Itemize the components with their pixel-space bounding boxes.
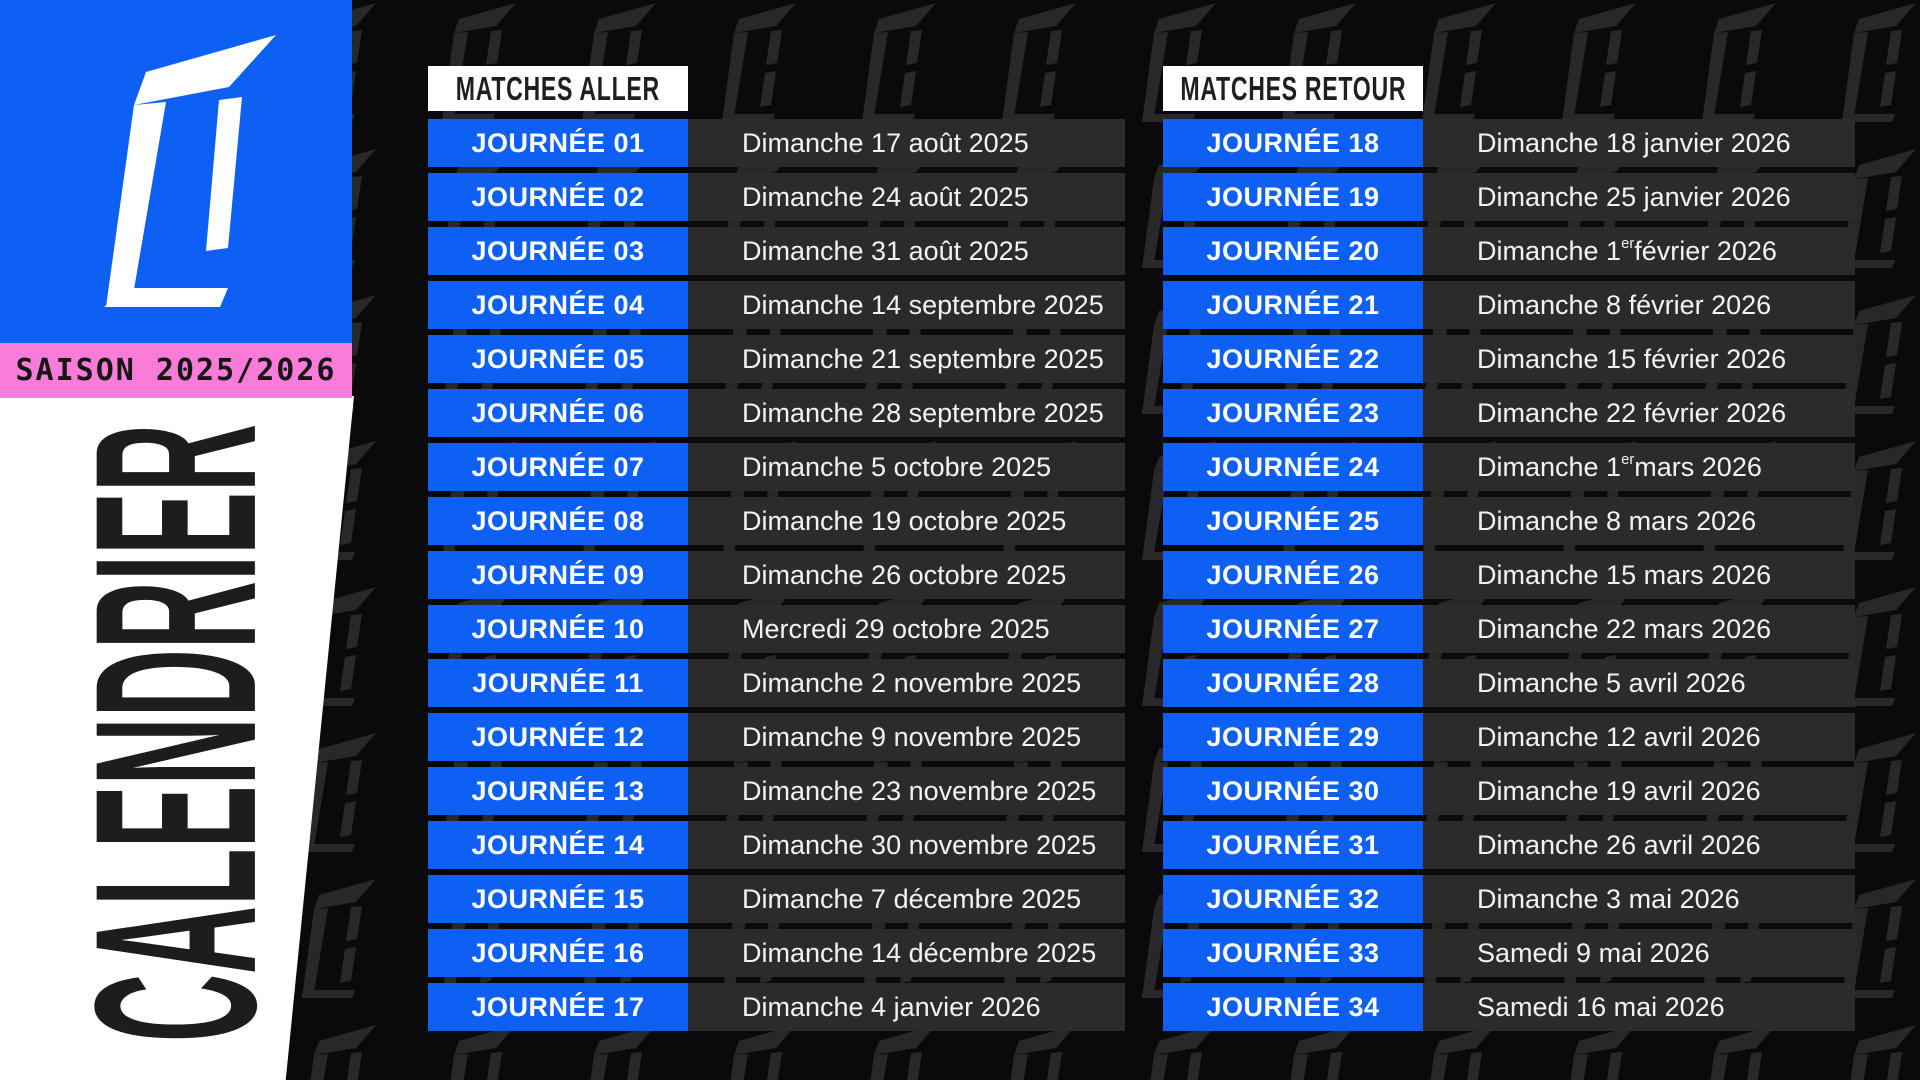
matchday-date: Dimanche 26 octobre 2025 <box>688 551 1125 599</box>
matchday-label: JOURNÉE 19 <box>1163 173 1423 221</box>
matchday-label: JOURNÉE 21 <box>1163 281 1423 329</box>
matchday-row <box>428 875 1125 923</box>
matchday-date: Dimanche 4 janvier 2026 <box>688 983 1125 1031</box>
matchday-date: Dimanche 19 avril 2026 <box>1423 767 1855 815</box>
matchday-label: JOURNÉE 18 <box>1163 119 1423 167</box>
matchday-row <box>428 713 1125 761</box>
matchday-label: JOURNÉE 12 <box>428 713 688 761</box>
matches-retour-rows <box>1163 119 1855 1031</box>
matchday-row <box>428 389 1125 437</box>
matchday-date: Dimanche 5 octobre 2025 <box>688 443 1125 491</box>
matchday-label: JOURNÉE 07 <box>428 443 688 491</box>
matchday-label: JOURNÉE 34 <box>1163 983 1423 1031</box>
matches-retour-header-label: MATCHES RETOUR <box>1180 69 1406 107</box>
matchday-row <box>1163 227 1855 275</box>
matchday-label: JOURNÉE 24 <box>1163 443 1423 491</box>
matchday-row <box>428 929 1125 977</box>
matchday-label: JOURNÉE 01 <box>428 119 688 167</box>
matchday-date: Dimanche 24 août 2025 <box>688 173 1125 221</box>
matchday-row <box>1163 983 1855 1031</box>
matchday-label: JOURNÉE 17 <box>428 983 688 1031</box>
matchday-row <box>1163 713 1855 761</box>
matchday-label: JOURNÉE 30 <box>1163 767 1423 815</box>
matchday-label: JOURNÉE 15 <box>428 875 688 923</box>
matchday-label: JOURNÉE 08 <box>428 497 688 545</box>
matchday-row <box>1163 281 1855 329</box>
matchday-row <box>428 281 1125 329</box>
matchday-label: JOURNÉE 03 <box>428 227 688 275</box>
matchday-date: Samedi 16 mai 2026 <box>1423 983 1855 1031</box>
matchday-date: Dimanche 2 novembre 2025 <box>688 659 1125 707</box>
matchday-label: JOURNÉE 22 <box>1163 335 1423 383</box>
matchday-date: Dimanche 14 septembre 2025 <box>688 281 1125 329</box>
matches-aller-header-label: MATCHES ALLER <box>455 69 661 107</box>
matchday-row <box>428 497 1125 545</box>
matchday-date: Dimanche 19 octobre 2025 <box>688 497 1125 545</box>
matchday-date: Dimanche 8 mars 2026 <box>1423 497 1855 545</box>
matchday-label: JOURNÉE 04 <box>428 281 688 329</box>
matchday-row <box>1163 767 1855 815</box>
matchday-date: Dimanche 12 avril 2026 <box>1423 713 1855 761</box>
matchday-label: JOURNÉE 06 <box>428 389 688 437</box>
matchday-row <box>1163 389 1855 437</box>
matchday-label: JOURNÉE 23 <box>1163 389 1423 437</box>
matches-aller-header <box>428 66 688 111</box>
matchday-label: JOURNÉE 10 <box>428 605 688 653</box>
season-label: SAISON 2025/2026 <box>15 353 337 388</box>
matchday-date: Dimanche 1 $^{er}$ mars 2026 <box>1423 443 1855 491</box>
matchday-row <box>1163 875 1855 923</box>
matchday-date: Dimanche 23 novembre 2025 <box>688 767 1125 815</box>
matchday-row <box>1163 929 1855 977</box>
matchday-row <box>428 767 1125 815</box>
matchday-date: Dimanche 22 mars 2026 <box>1423 605 1855 653</box>
matchday-row <box>428 119 1125 167</box>
matchday-label: JOURNÉE 27 <box>1163 605 1423 653</box>
ligue1-logo-icon <box>16 2 336 342</box>
matchday-date: Dimanche 25 janvier 2026 <box>1423 173 1855 221</box>
matchday-date: Dimanche 3 mai 2026 <box>1423 875 1855 923</box>
matchday-label: JOURNÉE 20 <box>1163 227 1423 275</box>
matchday-row <box>428 227 1125 275</box>
matches-aller-rows <box>428 119 1125 1031</box>
matchday-date: Mercredi 29 octobre 2025 <box>688 605 1125 653</box>
matchday-row <box>1163 551 1855 599</box>
matchday-row <box>1163 443 1855 491</box>
matchday-date: Dimanche 14 décembre 2025 <box>688 929 1125 977</box>
matchday-label: JOURNÉE 16 <box>428 929 688 977</box>
matchday-label: JOURNÉE 14 <box>428 821 688 869</box>
matchday-row <box>1163 659 1855 707</box>
matchday-label: JOURNÉE 28 <box>1163 659 1423 707</box>
matchday-row <box>428 821 1125 869</box>
matchday-label: JOURNÉE 11 <box>428 659 688 707</box>
column-matches-retour <box>1163 66 1855 1037</box>
league-logo-tile <box>0 0 352 343</box>
matchday-date: Dimanche 31 août 2025 <box>688 227 1125 275</box>
matchday-row <box>1163 173 1855 221</box>
matchday-date: Dimanche 22 février 2026 <box>1423 389 1855 437</box>
matchday-row <box>1163 497 1855 545</box>
matchday-date: Dimanche 8 février 2026 <box>1423 281 1855 329</box>
matchday-date: Samedi 9 mai 2026 <box>1423 929 1855 977</box>
matchday-date: Dimanche 17 août 2025 <box>688 119 1125 167</box>
matchday-row <box>428 659 1125 707</box>
column-matches-aller <box>428 66 1125 1037</box>
season-bar <box>0 343 352 398</box>
matchday-date: Dimanche 21 septembre 2025 <box>688 335 1125 383</box>
matchday-label: JOURNÉE 02 <box>428 173 688 221</box>
matchday-label: JOURNÉE 05 <box>428 335 688 383</box>
matchday-date: Dimanche 7 décembre 2025 <box>688 875 1125 923</box>
matchday-date: Dimanche 1 $^{er}$ février 2026 <box>1423 227 1855 275</box>
matchday-label: JOURNÉE 25 <box>1163 497 1423 545</box>
matchday-row <box>428 983 1125 1031</box>
matchday-row <box>1163 821 1855 869</box>
matchday-date: Dimanche 26 avril 2026 <box>1423 821 1855 869</box>
matchday-row <box>428 443 1125 491</box>
matchday-label: JOURNÉE 32 <box>1163 875 1423 923</box>
matchday-row <box>428 335 1125 383</box>
matchday-row <box>1163 119 1855 167</box>
matchday-date: Dimanche 15 février 2026 <box>1423 335 1855 383</box>
matches-retour-header <box>1163 66 1423 111</box>
matchday-date: Dimanche 28 septembre 2025 <box>688 389 1125 437</box>
matchday-row <box>428 173 1125 221</box>
matchday-date: Dimanche 15 mars 2026 <box>1423 551 1855 599</box>
matchday-row <box>1163 605 1855 653</box>
matchday-label: JOURNÉE 29 <box>1163 713 1423 761</box>
matchday-label: JOURNÉE 26 <box>1163 551 1423 599</box>
matchday-date: Dimanche 30 novembre 2025 <box>688 821 1125 869</box>
matchday-date: Dimanche 9 novembre 2025 <box>688 713 1125 761</box>
matchday-label: JOURNÉE 09 <box>428 551 688 599</box>
matchday-row <box>1163 335 1855 383</box>
matchday-label: JOURNÉE 31 <box>1163 821 1423 869</box>
matchday-row <box>428 551 1125 599</box>
matchday-label: JOURNÉE 33 <box>1163 929 1423 977</box>
matchday-row <box>428 605 1125 653</box>
matchday-label: JOURNÉE 13 <box>428 767 688 815</box>
matchday-date: Dimanche 18 janvier 2026 <box>1423 119 1855 167</box>
calendrier-title-text: CALENDRIER <box>47 423 304 1043</box>
matchday-date: Dimanche 5 avril 2026 <box>1423 659 1855 707</box>
